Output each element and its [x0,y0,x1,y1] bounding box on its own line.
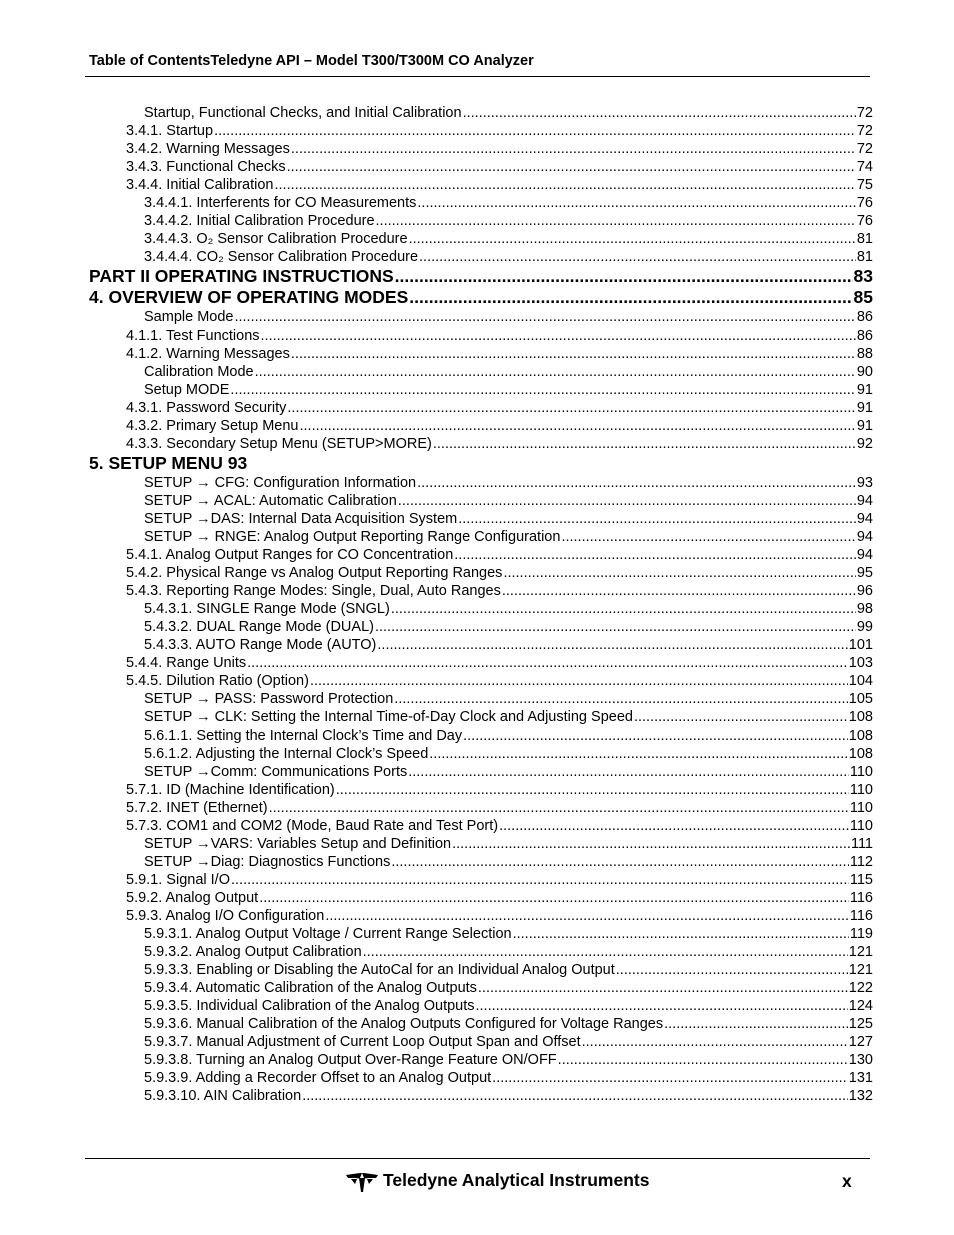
toc-entry-title: 5.9.3.5. Individual Calibration of the Analog Outputs [144,998,475,1015]
toc-entry-page: 83 [853,266,873,287]
toc-entry-title: 5.9.3.6. Manual Calibration of the Analog Outputs Configured for Voltage Ranges [144,1016,664,1033]
toc-entry-title: 5.7.3. COM1 and COM2 (Mode, Baud Rate and Test Port) [126,817,499,834]
toc-entry-page: 86 [856,309,873,326]
toc-leader-dots [287,158,856,176]
toc-entry[interactable] [0,1087,954,1105]
toc-entry[interactable] [0,546,954,564]
toc-leader-dots [492,1069,848,1087]
toc-leader-dots [499,817,849,835]
toc-entry[interactable] [0,1069,954,1087]
toc-leader-dots [395,266,853,287]
toc-entry-title: 3.4.4.3. O₂ Sensor Calibration Procedure [144,231,408,248]
toc-entry[interactable] [0,745,954,763]
toc-entry-title: 3.4.2. Warning Messages [126,141,290,158]
toc-entry-title: 3.4.4.1. Interferents for CO Measurements [144,195,417,212]
toc-entry-page: 111 [850,835,873,852]
toc-entry[interactable] [0,345,954,363]
toc-entry-title: 5.4.3.1. SINGLE Range Mode (SNGL) [144,601,390,618]
toc-entry-title: SETUP →Comm: Communications Ports [144,763,408,780]
toc-entry-title: 5.4.1. Analog Output Ranges for CO Concentration [126,547,454,564]
toc-entry-title: 5.4.3.2. DUAL Range Mode (DUAL) [144,619,374,636]
toc-entry[interactable] [0,799,954,817]
toc-entry-page: 72 [856,141,873,158]
toc-entry[interactable] [0,326,954,344]
toc-entry-page: 98 [856,601,873,618]
toc-part-heading[interactable] [0,266,954,287]
toc-entry-title: PART II OPERATING INSTRUCTIONS [89,266,394,287]
toc-leader-dots [214,122,856,140]
toc-entry-title: 5.9.3. Analog I/O Configuration [126,907,325,924]
toc-leader-dots [336,781,849,799]
toc-leader-dots [325,907,849,925]
toc-entry-page: 94 [856,528,873,545]
toc-entry-page: 93 [856,474,873,491]
toc-leader-dots [664,1015,848,1033]
toc-leader-dots [376,212,856,230]
toc-entry[interactable] [0,122,954,140]
toc-entry[interactable] [0,997,954,1015]
toc-part-heading[interactable] [0,453,954,474]
footer-company: Teledyne Analytical Instruments [383,1170,650,1190]
toc-entry-page: 103 [848,655,873,672]
toc-entry-page: 122 [848,980,873,997]
toc-entry[interactable] [0,176,954,194]
toc-entry[interactable] [0,212,954,230]
toc-part-heading[interactable] [0,287,954,308]
toc-entry[interactable] [0,381,954,399]
toc-entry[interactable] [0,435,954,453]
footer-page-number: x [842,1171,852,1191]
toc-entry-page: 125 [848,1016,873,1033]
toc-entry-page: 72 [856,123,873,140]
toc-entry[interactable] [0,582,954,600]
toc-entry-page: 85 [853,287,873,308]
toc-entry-page: 81 [856,231,873,248]
toc-entry-page: 124 [848,998,873,1015]
toc-entry-title: 4.1.1. Test Functions [126,327,260,344]
toc-entry-title: 5.4.5. Dilution Ratio (Option) [126,673,309,690]
toc-entry-title: SETUP → RNGE: Analog Output Reporting Range Configuration [144,528,561,545]
toc-entry-page: 91 [856,417,873,434]
toc-entry-page: 116 [849,889,873,906]
toc-entry[interactable] [0,726,954,744]
toc-leader-dots [269,799,849,817]
toc-leader-dots [259,889,849,907]
toc-leader-dots [375,618,856,636]
toc-entry[interactable] [0,1015,954,1033]
toc-leader-dots [291,345,856,363]
toc-entry-page: 76 [856,213,873,230]
toc-entry-page: 94 [856,547,873,564]
toc-entry-page: 88 [856,345,873,362]
toc-entry-page: 91 [856,399,873,416]
toc-entry-page: 121 [848,944,873,961]
toc-leader-dots [247,654,848,672]
toc-entry-title: 5.4.3.3. AUTO Range Mode (AUTO) [144,637,377,654]
toc-leader-dots [234,308,855,326]
toc-entry-title: 5.4.4. Range Units [126,655,247,672]
toc-entry[interactable] [0,1033,954,1051]
toc-entry[interactable] [0,1051,954,1069]
toc-entry-page: 74 [856,159,873,176]
toc-entry[interactable] [0,564,954,582]
toc-entry-page: 86 [856,327,873,344]
toc-leader-dots [299,417,855,435]
toc-entry-page: 81 [856,249,873,266]
toc-entry[interactable] [0,600,954,618]
toc-entry[interactable] [0,528,954,546]
toc-entry-page: 110 [849,781,873,798]
toc-entry-page: 108 [848,745,873,762]
toc-entry[interactable] [0,907,954,925]
toc-entry-page: 104 [848,673,873,690]
toc-entry-page: 130 [848,1052,873,1069]
toc-leader-dots [275,176,856,194]
toc-entry-page: 101 [848,637,873,654]
toc-entry[interactable] [0,618,954,636]
toc-entry[interactable] [0,140,954,158]
toc-entry-title: SETUP → PASS: Password Protection [144,691,394,708]
toc-entry-title: 5.9.3.4. Automatic Calibration of the Analog Outputs [144,980,477,997]
toc-entry-page: 112 [849,853,873,870]
toc-entry[interactable] [0,230,954,248]
toc-entry-page: 94 [856,510,873,527]
toc-leader-dots [561,528,855,546]
toc-entry-page: 127 [848,1034,873,1051]
toc-entry-title: 4.1.2. Warning Messages [126,345,290,362]
toc-entry[interactable] [0,510,954,528]
toc-leader-dots [478,979,848,997]
toc-leader-dots [419,248,856,266]
toc-entry-page: 96 [856,583,873,600]
toc-entry[interactable] [0,308,954,326]
toc-entry-page: 90 [856,363,873,380]
toc-entry-page: 121 [848,962,873,979]
toc-entry-page: 115 [849,871,873,888]
toc-entry[interactable] [0,363,954,381]
toc-leader-dots [408,763,849,781]
toc-entry[interactable] [0,708,954,726]
page-header-title: Table of ContentsTeledyne API – Model T300/T300M CO Analyzer [89,53,534,69]
toc-entry-title: 5.9.3.3. Enabling or Disabling the AutoCal for an Individual Analog Output [144,962,615,979]
toc-leader-dots [433,435,856,453]
toc-entry-title: SETUP → CFG: Configuration Information [144,474,417,491]
toc-entry[interactable] [0,417,954,435]
toc-entry-title: 5.9.3.1. Analog Output Voltage / Current Range Selection [144,926,512,943]
toc-entry-page: 110 [849,817,873,834]
toc-entry-title: SETUP →Diag: Diagnostics Functions [144,853,391,870]
toc-entry[interactable] [0,248,954,266]
toc-entry[interactable] [0,672,954,690]
toc-entry-page: 92 [856,435,873,452]
toc-entry[interactable] [0,399,954,417]
toc-entry-title: SETUP →DAS: Internal Data Acquisition System [144,510,458,527]
toc-entry[interactable] [0,690,954,708]
toc-entry-title: 5.9.3.7. Manual Adjustment of Current Loop Output Span and Offset [144,1034,581,1051]
toc-entry-title: Sample Mode [144,309,234,326]
toc-entry-title: 4. OVERVIEW OF OPERATING MODES [89,287,409,308]
toc-leader-dots [409,287,852,308]
toc-entry[interactable] [0,871,954,889]
toc-entry-title: 3.4.4. Initial Calibration [126,177,274,194]
toc-leader-dots [287,399,855,417]
table-of-contents [0,104,954,1105]
toc-entry-page: 119 [849,926,873,943]
toc-leader-dots [503,564,855,582]
toc-leader-dots [310,672,848,690]
toc-entry-page: 110 [849,763,873,780]
toc-leader-dots [261,327,856,345]
toc-entry-title: 5.7.1. ID (Machine Identification) [126,781,335,798]
toc-entry-title: 3.4.3. Functional Checks [126,159,286,176]
toc-leader-dots [363,943,848,961]
toc-entry-title: 5.4.3. Reporting Range Modes: Single, Dual, Auto Ranges [126,583,501,600]
toc-entry-title: 5.6.1.1. Setting the Internal Clock’s Time and Day [144,727,463,744]
toc-entry[interactable] [0,763,954,781]
toc-entry-page: 94 [856,492,873,509]
toc-entry[interactable] [0,925,954,943]
toc-entry-title: 4.3.1. Password Security [126,399,287,416]
toc-entry-title: 5.7.2. INET (Ethernet) [126,799,268,816]
toc-entry-page: 72 [856,105,873,122]
toc-entry-title: 5.9.1. Signal I/O [126,871,230,888]
toc-entry[interactable] [0,853,954,871]
toc-leader-dots [429,745,848,763]
toc-entry-title: SETUP →VARS: Variables Setup and Definition [144,835,452,852]
toc-entry[interactable] [0,158,954,176]
toc-entry-title: 3.4.4.4. CO₂ Sensor Calibration Procedure [144,249,419,266]
toc-entry-title: 5.6.1.2. Adjusting the Internal Clock’s Speed [144,745,429,762]
toc-entry-title: 5.9.3.10. AIN Calibration [144,1088,302,1105]
toc-leader-dots [394,690,848,708]
toc-entry-title: 3.4.4.2. Initial Calibration Procedure [144,213,375,230]
toc-entry[interactable] [0,979,954,997]
toc-leader-dots [255,363,856,381]
toc-entry-title: SETUP → ACAL: Automatic Calibration [144,492,397,509]
toc-entry-page: 99 [856,619,873,636]
toc-entry[interactable] [0,817,954,835]
toc-leader-dots [302,1087,848,1105]
toc-entry-title: 4.3.3. Secondary Setup Menu (SETUP>MORE) [126,435,432,452]
toc-entry-title: 5.9.3.8. Turning an Analog Output Over-Range Feature ON/OFF [144,1052,557,1069]
toc-entry-title: 5.4.2. Physical Range vs Analog Output Reporting Ranges [126,565,503,582]
toc-entry-title: 4.3.2. Primary Setup Menu [126,417,299,434]
toc-entry-title: 5.9.3.9. Adding a Recorder Offset to an Analog Output [144,1070,492,1087]
toc-entry-page: 105 [848,691,873,708]
toc-leader-dots [230,381,855,399]
toc-entry-title: Startup, Functional Checks, and Initial Calibration [144,105,462,122]
toc-entry-page: 76 [856,195,873,212]
toc-entry-title: SETUP → CLK: Setting the Internal Time-of-Day Clock and Adjusting Speed [144,709,633,726]
toc-leader-dots [231,871,849,889]
toc-entry[interactable] [0,492,954,510]
toc-leader-dots [458,510,856,528]
teledyne-logo-icon [344,1170,380,1194]
toc-leader-dots [452,835,850,853]
toc-entry-page: 110 [849,799,873,816]
toc-leader-dots [558,1051,848,1069]
toc-entry[interactable] [0,104,954,122]
toc-leader-dots [377,636,847,654]
toc-entry-title: Calibration Mode [144,363,254,380]
toc-entry[interactable] [0,474,954,492]
toc-leader-dots [391,600,856,618]
toc-leader-dots [502,582,856,600]
toc-entry-page: 116 [849,907,873,924]
toc-entry-title: 5.9.2. Analog Output [126,889,259,906]
header-rule [85,76,870,77]
toc-leader-dots [616,961,848,979]
toc-leader-dots [417,194,855,212]
toc-entry[interactable] [0,889,954,907]
footer-rule [85,1158,870,1159]
toc-entry[interactable] [0,781,954,799]
toc-leader-dots [463,104,856,122]
toc-leader-dots [398,492,856,510]
toc-entry-page: 108 [848,709,873,726]
toc-leader-dots [513,925,849,943]
toc-entry-page: 132 [848,1088,873,1105]
toc-entry-title: 5.9.3.2. Analog Output Calibration [144,944,362,961]
toc-leader-dots [409,230,856,248]
toc-leader-dots [582,1033,848,1051]
toc-entry-title: 3.4.1. Startup [126,123,214,140]
toc-entry[interactable] [0,835,954,853]
toc-entry[interactable] [0,943,954,961]
toc-leader-dots [454,546,856,564]
toc-entry-page: 95 [856,565,873,582]
toc-entry[interactable] [0,961,954,979]
toc-entry-page: 131 [848,1070,873,1087]
toc-entry-page: 108 [848,727,873,744]
toc-leader-dots [417,474,856,492]
toc-entry-title: Setup MODE [144,381,230,398]
toc-leader-dots [634,708,848,726]
toc-entry[interactable] [0,654,954,672]
toc-entry[interactable] [0,194,954,212]
toc-leader-dots [391,853,849,871]
toc-leader-dots [291,140,856,158]
toc-entry-title: 5. SETUP MENU 93 [89,452,248,473]
toc-entry-page: 91 [856,381,873,398]
toc-leader-dots [463,727,848,745]
toc-entry-page: 75 [856,177,873,194]
toc-entry[interactable] [0,636,954,654]
toc-leader-dots [476,997,848,1015]
